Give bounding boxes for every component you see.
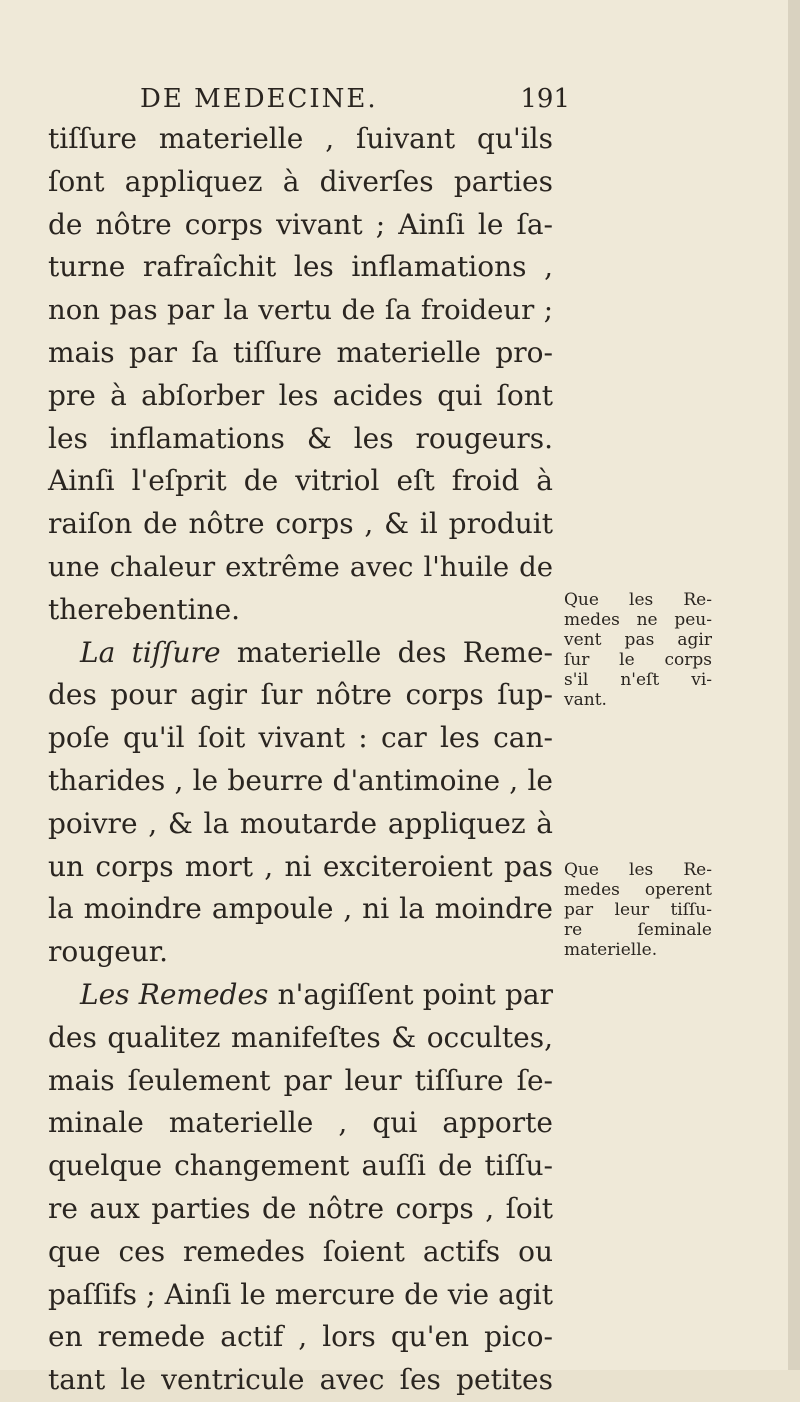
text-line-rest: materielle des Reme- bbox=[236, 635, 553, 669]
text-line: turne rafraîchit les inflamations , bbox=[48, 250, 553, 284]
margin-note-line: medes operent bbox=[564, 880, 712, 900]
text-line: non pas par la vertu de ſa froideur ; bbox=[48, 294, 553, 327]
margin-note-line: ſur le corps bbox=[564, 650, 712, 670]
margin-note-line: vent pas agir bbox=[564, 630, 712, 650]
text-line: poſe qu'il ſoit vivant : car les can- bbox=[48, 721, 553, 755]
text-line: la moindre ampoule , ni la moindre bbox=[48, 892, 553, 926]
paragraph-lead: La tiſſure bbox=[80, 635, 221, 669]
running-head-title: DE MEDECINE. bbox=[140, 84, 378, 114]
margin-note-line: Que les Re- bbox=[564, 860, 712, 880]
text-line: tharides , le beurre d'antimoine , le bbox=[48, 763, 553, 797]
text-line: mais ſeulement par leur tiſſure ſe- bbox=[48, 1063, 553, 1097]
text-line: therebentine. bbox=[48, 592, 241, 626]
text-line: des pour agir ſur nôtre corps ſup- bbox=[48, 678, 553, 712]
text-line: que ces remedes ſoient actifs ou bbox=[48, 1234, 553, 1268]
text-line: mais par ſa tiſſure materielle pro- bbox=[48, 335, 553, 369]
text-line: en remede actif , lors qu'en pico- bbox=[48, 1320, 553, 1354]
margin-note-line: par leur tiſſu- bbox=[564, 900, 712, 920]
margin-note bbox=[564, 590, 712, 710]
text-line: rougeur. bbox=[48, 935, 169, 969]
text-line: paſſifs ; Ainſi le mercure de vie agit bbox=[48, 1277, 553, 1311]
paragraph-start-line bbox=[48, 632, 553, 675]
margin-note-line: vant. bbox=[564, 690, 607, 710]
text-line: tiſſure materielle , ſuivant qu'ils bbox=[48, 122, 553, 155]
text-line: Ainſi l'eſprit de vitriol eſt froid à bbox=[48, 464, 553, 498]
body-text bbox=[48, 118, 553, 1402]
text-line: ſont appliquez à diverſes parties bbox=[48, 164, 553, 198]
margin-note-line: Que les Re- bbox=[564, 590, 712, 610]
text-line: minale materielle , qui apporte bbox=[48, 1106, 553, 1140]
text-line-rest: n'agiſſent point par bbox=[277, 977, 553, 1011]
margin-note-line: re ſeminale bbox=[564, 920, 712, 940]
text-line: les inflamations & les rougeurs. bbox=[48, 421, 553, 455]
margin-note-line: s'il n'eſt vi- bbox=[564, 670, 712, 690]
text-line: pre à abſorber les acides qui ſont bbox=[48, 378, 553, 412]
text-line: tant le ventricule avec ſes petites bbox=[48, 1363, 553, 1397]
text-line: quelque changement auſſi de tiſſu- bbox=[48, 1149, 553, 1183]
page-number: 191 bbox=[520, 84, 570, 114]
text-line: des qualitez manifeſtes & occultes, bbox=[48, 1020, 553, 1054]
page-edge bbox=[788, 0, 800, 1370]
text-line: re aux parties de nôtre corps , ſoit bbox=[48, 1191, 553, 1225]
margin-note-line: medes ne peu- bbox=[564, 610, 712, 630]
margin-note-line: materielle. bbox=[564, 940, 658, 960]
text-line: un corps mort , ni exciteroient pas bbox=[48, 849, 553, 883]
text-line: une chaleur extrême avec l'huile de bbox=[48, 550, 553, 583]
running-head bbox=[140, 84, 570, 120]
text-line: de nôtre corps vivant ; Ainſi le ſa- bbox=[48, 207, 553, 241]
paragraph-lead: Les Remedes bbox=[80, 977, 269, 1011]
margin-note bbox=[564, 860, 712, 960]
text-line: raiſon de nôtre corps , & il produit bbox=[48, 507, 553, 541]
text-line: poivre , & la moutarde appliquez à bbox=[48, 806, 553, 840]
paragraph-start-line bbox=[48, 974, 553, 1017]
